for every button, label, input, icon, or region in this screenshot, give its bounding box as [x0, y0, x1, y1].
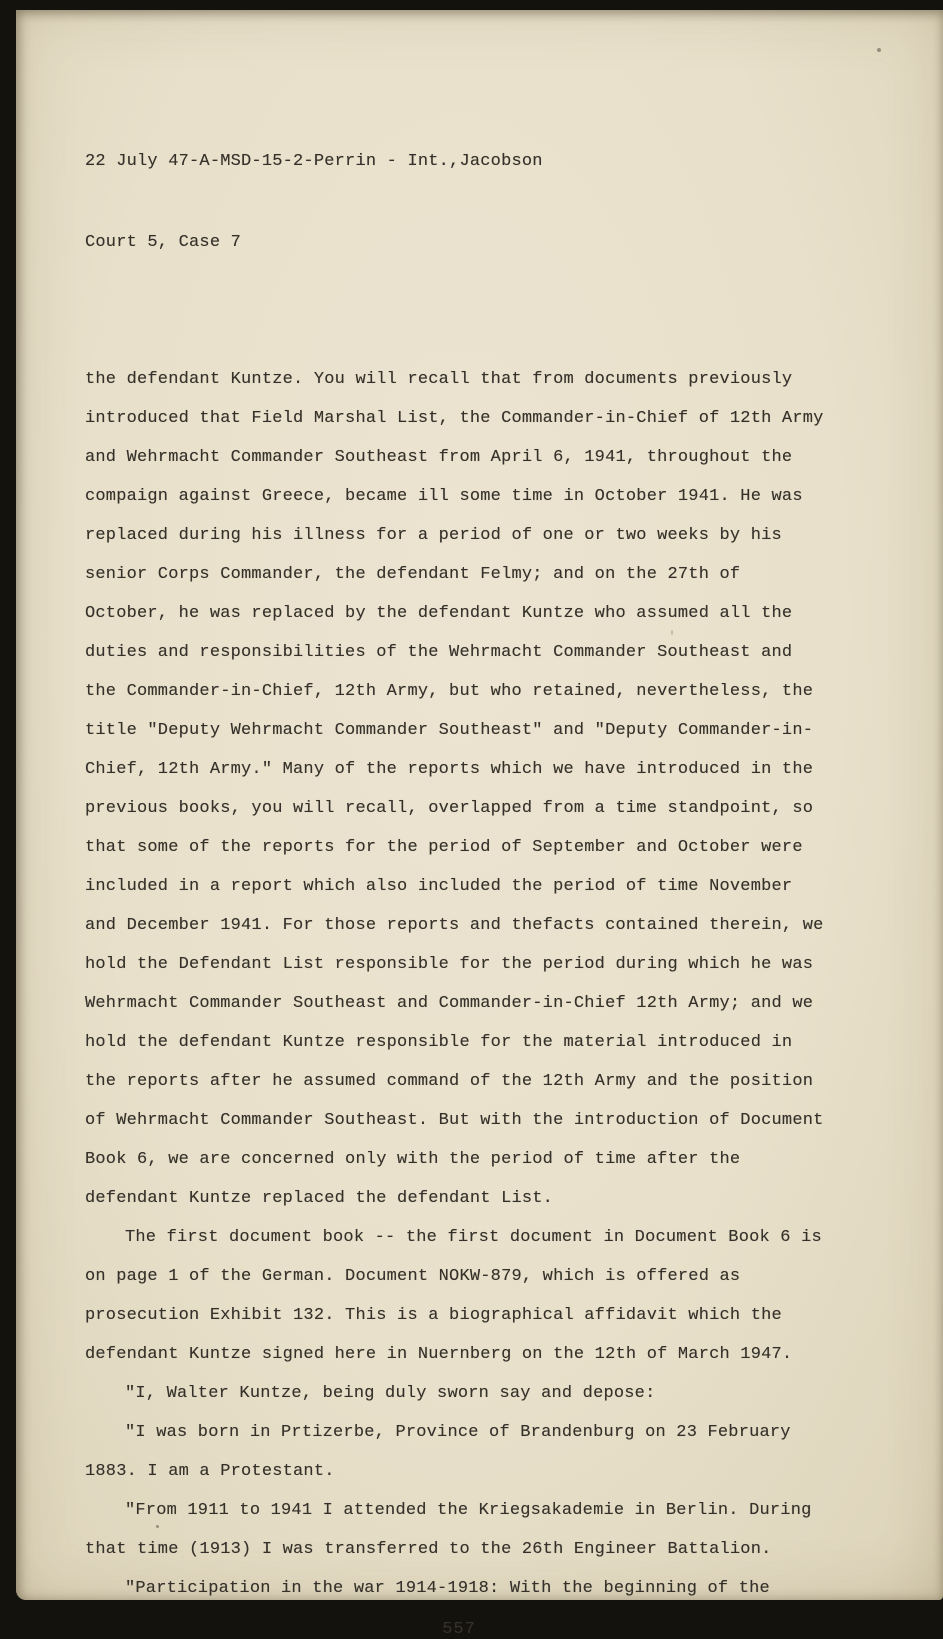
document-page: [16, 10, 943, 1639]
paragraph: The first document book -- the first document in Document Book 6 is on page 1 of the German. Document NOKW-879, which is offered as prosecution Exhibit 132. This is a biographical affidavit which the defendant Kuntze signed here in Nuernberg on the 12th of March 1947.: [85, 1228, 822, 1364]
paragraph: "I was born in Prtizerbe, Province of Brandenburg on 23 February 1883. I am a Protestant.: [85, 1423, 791, 1481]
header-line-1: 22 July 47-A-MSD-15-2-Perrin - Int.,Jacobson: [85, 152, 543, 171]
header-line-2: Court 5, Case 7: [85, 233, 242, 252]
scan-artifact: [156, 1525, 159, 1528]
document-header: [85, 94, 893, 310]
scan-artifact: [671, 630, 673, 635]
page-footer: [85, 1620, 833, 1639]
scan-artifact: [877, 48, 881, 52]
paragraph: "Participation in the war 1914-1918: With the beginning of the: [125, 1579, 770, 1598]
document-body: [85, 360, 833, 1608]
paragraph: "I, Walter Kuntze, being duly sworn say and depose:: [125, 1384, 656, 1403]
paragraph: "From 1911 to 1941 I attended the Kriegsakademie in Berlin. During that time (1913) I was transferred to the 26th Engineer Battalion.: [85, 1501, 812, 1559]
paragraph: the defendant Kuntze. You will recall that from documents previously introduced that Field Marshal List, the Commander-in-Chief of 12th Army and Wehrmacht Commander Southeast from April 6, 1941, throughout the compaign against Greece, became ill some time in October 1941. He was replaced during his illness for a period of one or two weeks by his senior Corps Commander, the defendant Felmy; and on the 27th of October, he was replaced by the defendant Kuntze who assumed all the duties and responsibilities of the Wehrmacht Commander Southeast and the Commander-in-Chief, 12th Army, but who retained, nevertheless, the title "Deputy Wehrmacht Commander Southeast" and "Deputy Commander-in-Chief, 12th Army." Many of the reports which we have introduced in the previous books, you will recall, overlapped from a time standpoint, so that some of the reports for the period of September and October were included in a report which also included the period of time November and December 1941. For those reports and thefacts contained therein, we hold the Defendant List responsible for the period during which he was Wehrmacht Commander Southeast and Commander-in-Chief 12th Army; and we hold the defendant Kuntze responsible for the material introduced in the reports after he assumed command of the 12th Army and the position of Wehrmacht Commander Southeast. But with the introduction of Document Book 6, we are concerned only with the period of time after the defendant Kuntze replaced the defendant List.: [85, 370, 824, 1208]
page-number: 557: [442, 1620, 476, 1639]
